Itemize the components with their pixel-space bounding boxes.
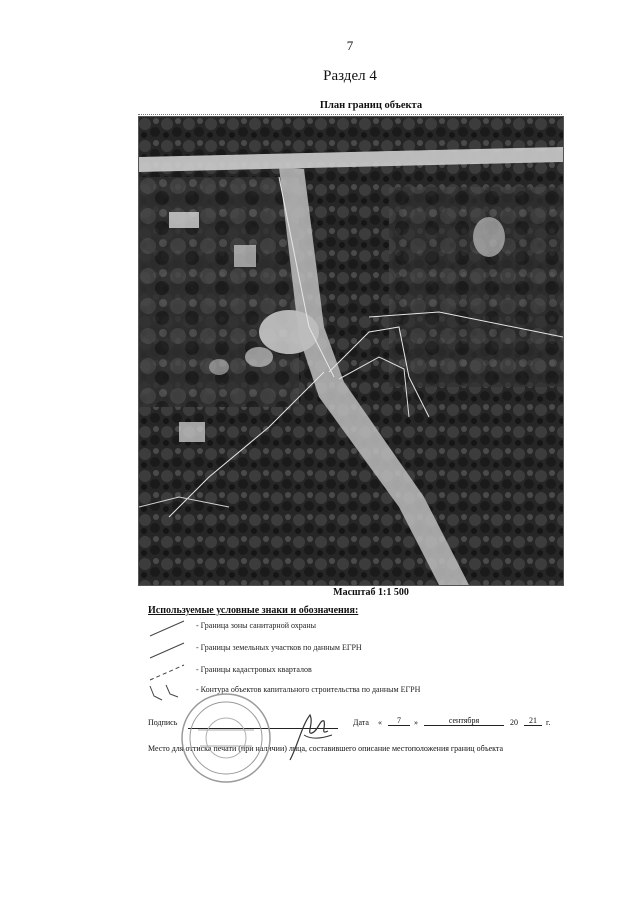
date-month: сентября	[424, 716, 504, 726]
date-quote-close: »	[414, 718, 418, 727]
stamp-seal-icon	[178, 690, 274, 786]
date-day: 7	[388, 716, 410, 726]
satellite-map	[138, 116, 564, 586]
legend-heading: Используемые условные знаки и обозначения:	[148, 605, 359, 616]
scale-label: Масштаб 1:1 500	[333, 587, 409, 598]
handwritten-signature-icon	[280, 705, 340, 765]
legend-label: - Граница зоны санитарной охраны	[196, 621, 316, 630]
section-title: Раздел 4	[323, 68, 377, 84]
page-number: 7	[346, 38, 354, 53]
map-image	[139, 117, 563, 585]
signature-label: Подпись	[148, 718, 178, 727]
stamp-note: Место для оттиска печати (при наличии) лица, составившего описание местоположения границ объекта	[148, 744, 504, 753]
legend-item-land-plots	[148, 640, 568, 660]
date-year: 21	[524, 716, 542, 726]
date-quote-open: «	[378, 718, 382, 727]
date-year-unit: г.	[546, 718, 551, 727]
solid-line-icon	[148, 640, 188, 660]
legend-label: - Границы земельных участков по данным ЕГРН	[196, 643, 362, 652]
legend-item-sanitary-zone	[148, 618, 568, 638]
dashed-line-icon	[148, 662, 188, 682]
title-underline	[138, 114, 562, 115]
legend-item-cadastral-quarters	[148, 662, 568, 682]
solid-line-icon	[148, 618, 188, 638]
date-label: Дата	[353, 718, 369, 727]
legend-label: - Контура объектов капитального строительства по данным ЕГРН	[196, 685, 421, 694]
date-year-prefix: 20	[510, 718, 518, 727]
legend-label: - Границы кадастровых кварталов	[196, 665, 312, 674]
plan-title: План границ объекта	[319, 100, 423, 111]
